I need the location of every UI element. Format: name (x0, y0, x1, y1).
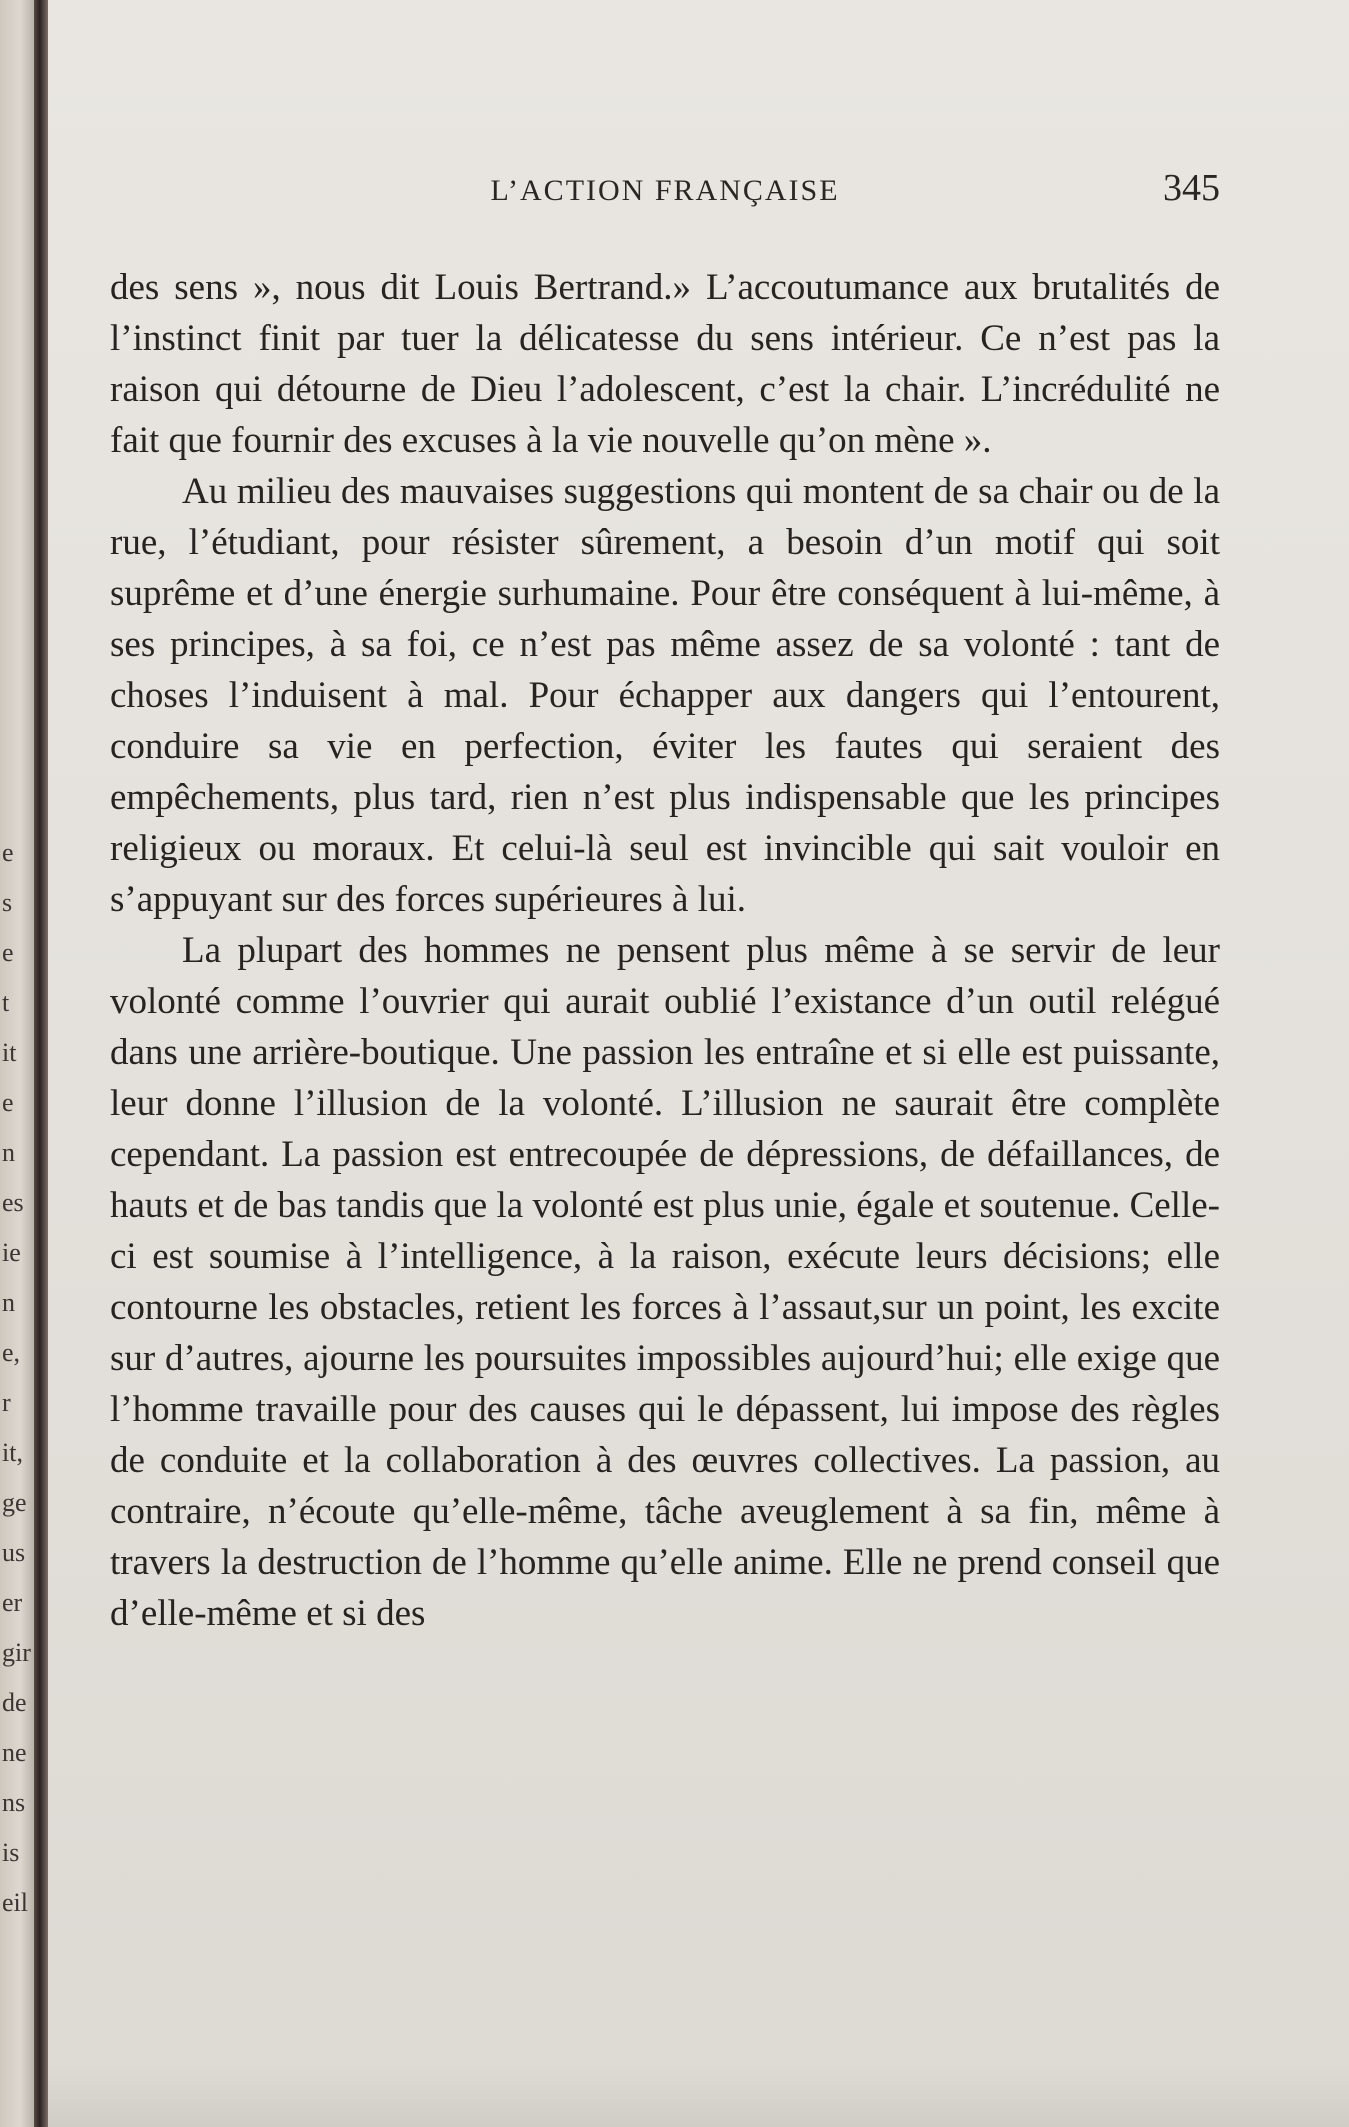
running-header (110, 166, 1220, 216)
paragraph-1: des sens », nous dit Louis Bertrand.» L’accoutumance aux brutalités de l’instinct finit par tuer la délicatesse du sens intérieur. Ce n’est pas la raison qui détourne de Dieu l’adolescent, c’est la chair. L’incrédulité ne fait que fournir des excuses à la vie nouvelle qu’on mène ». (110, 267, 1220, 461)
prev-page-fragment: de (2, 1688, 27, 1717)
prev-page-fragment: ie (2, 1238, 21, 1267)
prev-page-fragment: gir (2, 1638, 31, 1667)
prev-page-fragment: e (2, 1088, 14, 1117)
prev-page-fragment: r (2, 1388, 11, 1417)
prev-page-fragment: es (2, 1188, 24, 1217)
running-title: L’ACTION FRANÇAISE (490, 174, 840, 207)
prev-page-fragment: eil (2, 1888, 28, 1917)
prev-page-fragment: s (2, 888, 13, 917)
book-gutter (34, 0, 48, 2127)
prev-page-fragment: e (2, 938, 14, 967)
prev-page-fragment: t (2, 988, 10, 1017)
prev-page-fragment: it (2, 1038, 17, 1067)
prev-page-fragment: is (2, 1838, 20, 1867)
prev-page-fragment: ge (2, 1488, 27, 1517)
book-page (48, 0, 1349, 2127)
prev-page-fragment: n (2, 1288, 15, 1317)
body-text (110, 262, 1220, 1639)
prev-page-fragment: it, (2, 1438, 23, 1467)
previous-page-edge (0, 0, 34, 2127)
prev-page-fragment: n (2, 1138, 15, 1167)
page-number: 345 (1163, 167, 1220, 209)
page-shadow (48, 2067, 1349, 2127)
paragraph-3: La plupart des hommes ne pensent plus même à se servir de leur volonté comme l’ouvrier qui aurait oublié l’existance d’un outil relégué dans une arrière-boutique. Une passion les entraîne et si elle est puissante, leur donne l’illusion de la volonté. L’illusion ne saurait être complète cependant. La passion est entrecoupée de dépressions, de défaillances, de hauts et de bas tandis que la volonté est plus unie, égale et soutenue. Celle-ci est soumise à l’intelligence, à la raison, exécute leurs décisions; elle contourne les obstacles, retient les forces à l’assaut,sur un point, les excite sur d’autres, ajourne les poursuites impossibles aujourd’hui; elle exige que l’homme travaille pour des causes qui le dépassent, lui impose des règles de conduite et la collaboration à des œuvres collectives. La passion, au contraire, n’écoute qu’elle-même, tâche aveuglement à sa fin, même à travers la destruction de l’homme qu’elle anime. Elle ne prend conseil que d’elle-même et si des (110, 930, 1220, 1634)
prev-page-fragment: e (2, 838, 14, 867)
prev-page-fragment: er (2, 1588, 23, 1617)
prev-page-fragment: ns (2, 1788, 26, 1817)
paragraph-2: Au milieu des mauvaises suggestions qui montent de sa chair ou de la rue, l’étudiant, pour résister sûrement, a besoin d’un motif qui soit suprême et d’une énergie surhumaine. Pour être conséquent à lui-même, à ses principes, à sa foi, ce n’est pas même assez de sa volonté : tant de choses l’induisent à mal. Pour échapper aux dangers qui l’entourent, conduire sa vie en perfection, éviter les fautes qui seraient des empêchements, plus tard, rien n’est plus indispensable que les principes religieux ou moraux. Et celui-là seul est invincible qui sait vouloir en s’appuyant sur des forces supérieures à lui. (110, 471, 1220, 920)
prev-page-fragment: us (2, 1538, 26, 1567)
prev-page-fragment: ne (2, 1738, 27, 1767)
prev-page-fragment: e, (2, 1338, 21, 1367)
